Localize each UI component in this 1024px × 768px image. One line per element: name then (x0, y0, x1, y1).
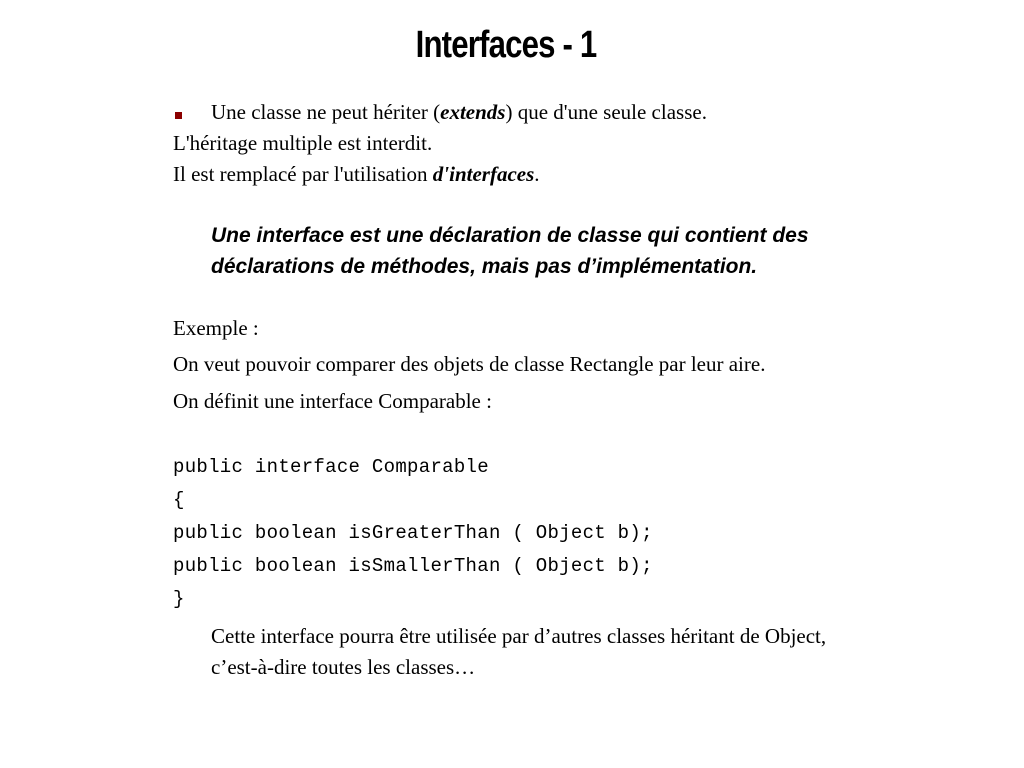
multiple-inheritance-line: L'héritage multiple est interdit. (173, 131, 433, 155)
replacement-text-after: . (534, 162, 540, 186)
square-bullet-icon (175, 112, 182, 119)
extends-keyword: extends (440, 100, 506, 124)
definition-line-1: Une interface est une déclaration de classe qui contient des (211, 224, 809, 247)
replacement-text-before: Il est remplacé par l'utilisation (173, 162, 433, 186)
definition-line-2: déclarations de méthodes, mais pas d’implémentation. (211, 255, 758, 278)
slide-title: Interfaces - 1 (415, 24, 597, 66)
interfaces-keyword: d'interfaces (432, 162, 535, 186)
example-text-line-1: On veut pouvoir comparer des objets de classe Rectangle par leur aire. (173, 352, 766, 376)
bullet-text-after: ) que d'une seule classe. (505, 100, 707, 124)
bullet-line-extends (211, 97, 707, 127)
example-label: Exemple : (173, 316, 259, 340)
example-text-line-2: On définit une interface Comparable : (173, 389, 492, 413)
code-line-1: public interface Comparable (173, 456, 489, 478)
note-line-1: Cette interface pourra être utilisée par d’autres classes héritant de Object, (211, 624, 827, 648)
code-line-3: public boolean isGreaterThan ( Object b); (173, 522, 653, 544)
code-line-4: public boolean isSmallerThan ( Object b); (173, 555, 653, 577)
code-line-2: { (173, 489, 185, 511)
bullet-text-before: Une classe ne peut hériter ( (211, 100, 441, 124)
code-line-5: } (173, 588, 185, 610)
note-line-2: c’est-à-dire toutes les classes… (211, 655, 476, 679)
interfaces-replacement-line (173, 159, 540, 189)
